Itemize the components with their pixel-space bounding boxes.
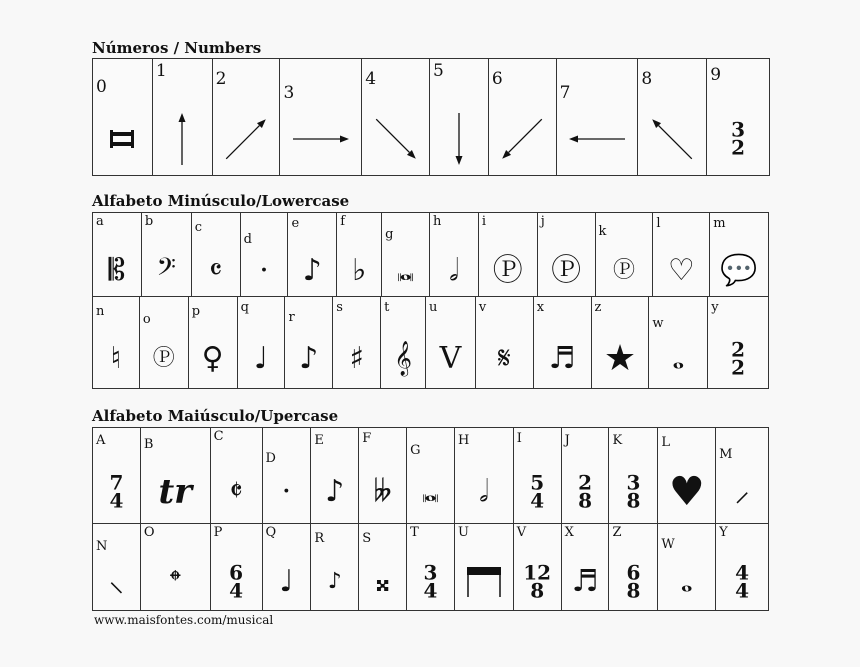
cell-key-label: g (385, 227, 394, 242)
glyph-cell (476, 297, 534, 388)
uppercase-heading: Alfabeto Maiúsculo/Upercase (92, 407, 339, 425)
time-signature-digit: 2 (731, 337, 746, 362)
circled-p-small-icon: Ⓟ (152, 346, 175, 371)
glyph-cell (381, 297, 426, 388)
breve-icon: 𝅜 (397, 253, 415, 288)
glyph-cell (514, 524, 562, 610)
cell-key-label: 5 (433, 61, 444, 81)
cell-key-label: 0 (96, 77, 107, 97)
cell-key-label: o (142, 312, 151, 327)
coda-icon: 𝄌 (170, 564, 181, 599)
alto-clef-icon: 𝄡 (108, 253, 126, 288)
cell-key-label: Y (719, 525, 728, 540)
glyph-cell (609, 428, 658, 524)
glyph-cell (562, 428, 610, 524)
eighth-note-stem-up-icon: ♪ (325, 474, 345, 509)
glyph-cell (538, 213, 596, 297)
time-signature-4-4-icon (735, 560, 750, 603)
time-signature-3-2-icon (731, 117, 746, 160)
segno-icon: 𝄋 (497, 341, 511, 376)
glyph-cell (211, 428, 263, 524)
glyph-cell (238, 297, 286, 388)
cell-key-label: a (96, 214, 104, 229)
time-signature-digit: 4 (530, 489, 545, 513)
heart-outline-icon: ♡ (667, 253, 695, 288)
lowercase-row-1 (92, 212, 769, 298)
cell-key-label: Z (612, 525, 622, 540)
cell-key-label: 1 (155, 61, 167, 81)
time-signature-digit: 4 (109, 489, 124, 513)
cell-key-label: d (243, 232, 252, 247)
time-signature-digit: 4 (735, 560, 750, 585)
cell-key-label: q (240, 300, 249, 315)
bass-clef-icon: 𝄢 (156, 253, 176, 288)
time-signature-digit: 6 (626, 560, 641, 585)
cell-key-label: n (96, 304, 105, 319)
cell-key-label: 3 (283, 83, 295, 103)
cell-key-label: y (711, 300, 719, 315)
glyph-cell (93, 59, 153, 175)
time-signature-digit: 5 (530, 470, 545, 495)
time-signature-3-4-icon (423, 560, 438, 603)
time-signature-3-8-icon (626, 470, 641, 513)
glyph-cell (141, 524, 211, 610)
time-signature-digit: 6 (229, 560, 244, 585)
arrow-down-icon (429, 109, 489, 169)
speech-bubble-icon: 💬 (720, 253, 758, 288)
natural-icon: ♮ (110, 341, 122, 376)
time-signature-digit: 12 (523, 560, 552, 585)
arrow-up-left-icon (642, 109, 702, 169)
glyph-cell (479, 213, 538, 297)
glyph-cell (716, 524, 768, 610)
cut-time-icon: 𝄵 (229, 474, 243, 509)
glyph-cell (93, 524, 141, 610)
time-signature-digit: 8 (626, 489, 641, 513)
time-signature-digit: 4 (423, 579, 438, 603)
cell-key-label: K (612, 433, 623, 448)
glyph-cell (430, 213, 479, 297)
eighth-note-icon: ♪ (302, 253, 322, 288)
time-signature-digit: 8 (626, 579, 641, 603)
glyph-cell (455, 428, 514, 524)
cell-key-label: s (336, 300, 343, 315)
cell-key-label: U (457, 525, 469, 540)
half-note-flag-icon: 𝅗𝅥 (479, 474, 489, 509)
glyph-cell (311, 428, 359, 524)
lowercase-row-2 (92, 296, 769, 389)
glyph-cell (426, 297, 476, 388)
cell-key-label: 8 (641, 69, 653, 89)
glyph-cell (192, 213, 241, 297)
cell-key-label: L (661, 435, 670, 450)
cell-key-label: W (661, 537, 675, 552)
glyph-cell (708, 297, 768, 388)
time-signature-6-8-icon (626, 560, 641, 603)
cell-key-label: 7 (559, 83, 571, 103)
sixteenth-note-icon: ♬ (548, 341, 576, 376)
cell-key-label: Q (265, 525, 277, 540)
cell-key-label: E (314, 433, 324, 448)
sharp-icon: ♯ (349, 341, 364, 376)
glyph-cell (93, 428, 141, 524)
cell-key-label: 4 (365, 69, 377, 89)
time-signature-digit: 3 (423, 560, 438, 585)
sixteenth-stem-icon: ♬ (571, 564, 599, 599)
flag-down-icon: ⸜ (108, 564, 124, 599)
glyph-cell (263, 428, 312, 524)
arrow-down-left-icon (492, 109, 552, 169)
glyph-cell (359, 524, 407, 610)
time-signature-12-8-icon (523, 560, 552, 603)
time-signature-digit: 2 (578, 470, 593, 495)
glyph-cell (653, 213, 710, 297)
cell-key-label: 9 (710, 65, 722, 85)
glyph-cell (430, 59, 489, 175)
dot-icon: · (281, 474, 292, 509)
glyph-cell (514, 428, 562, 524)
glyph-cell (455, 524, 514, 610)
flat-icon: ♭ (352, 253, 367, 288)
time-signature-digit: 2 (731, 136, 746, 160)
cell-key-label: t (384, 300, 390, 315)
glyph-cell (382, 213, 430, 297)
numbers-grid (92, 58, 770, 176)
grace-note-icon: ♪ (299, 341, 319, 376)
glyph-cell (592, 297, 650, 388)
cell-key-label: T (410, 525, 419, 540)
glyph-cell (638, 59, 707, 175)
half-note-icon: 𝅗𝅥 (449, 253, 459, 288)
glyph-cell (93, 213, 142, 297)
time-signature-7-4-icon (109, 470, 124, 513)
glyph-cell (142, 213, 192, 297)
time-signature-2-8-icon (578, 470, 593, 513)
arrow-down-right-icon (366, 109, 426, 169)
glyph-cell (140, 297, 189, 388)
cell-key-label: A (96, 433, 106, 448)
glyph-cell (710, 213, 768, 297)
female-sign-icon: ♀ (201, 341, 224, 376)
cell-key-label: 6 (491, 69, 503, 89)
cell-key-label: H (457, 433, 470, 448)
time-signature-digit: 3 (731, 117, 746, 142)
cell-key-label: X (564, 525, 574, 540)
cell-key-label: w (652, 316, 664, 331)
glyph-cell (141, 428, 211, 524)
cell-key-label: b (144, 214, 154, 229)
breve-icon: 𝅜 (422, 474, 439, 509)
time-signature-digit: 8 (578, 489, 593, 513)
glyph-cell (153, 59, 213, 175)
cell-key-label: r (288, 310, 295, 325)
glyph-cell (189, 297, 238, 388)
cell-key-label: e (291, 216, 300, 231)
common-time-icon: 𝄴 (208, 253, 223, 288)
double-bar-icon (107, 127, 137, 151)
cell-key-label: G (410, 443, 421, 458)
time-signature-digit: 3 (626, 470, 641, 495)
time-signature-digit: 4 (229, 579, 244, 603)
lowercase-heading: Alfabeto Minúsculo/Lowercase (92, 192, 350, 210)
glyph-cell (333, 297, 381, 388)
cell-key-label: c (194, 220, 202, 235)
cell-key-label: O (143, 525, 155, 540)
cell-key-label: l (656, 216, 661, 231)
glyph-cell (311, 524, 359, 610)
glyph-cell (649, 297, 708, 388)
glyph-cell (609, 524, 658, 610)
whole-note-icon: 𝅝 (680, 564, 693, 599)
glyph-cell (407, 428, 455, 524)
cell-key-label: i (481, 214, 487, 229)
whole-note-icon: 𝅝 (672, 341, 685, 376)
glyph-cell (213, 59, 281, 175)
glyph-cell (288, 213, 337, 297)
uppercase-row-2 (92, 523, 769, 611)
star-icon: ★ (603, 338, 637, 379)
v-mark-icon: V (439, 341, 462, 376)
source-url: www.maisfontes.com/musical (94, 613, 274, 627)
flag-icon: ⸝ (734, 474, 750, 509)
glyph-cell (93, 297, 140, 388)
double-flat-icon: 𝄫 (373, 474, 392, 509)
glyph-cell (489, 59, 557, 175)
circled-p-icon: Ⓟ (492, 253, 523, 288)
glyph-cell (557, 59, 639, 175)
arrow-left-icon (567, 109, 627, 169)
cell-key-label: k (598, 224, 607, 239)
glyph-cell (658, 524, 716, 610)
cell-key-label: m (713, 216, 726, 231)
double-sharp-icon: 𝄪 (375, 564, 390, 599)
cell-key-label: V (516, 525, 527, 540)
cell-key-label: N (96, 539, 108, 554)
glyph-cell (263, 524, 312, 610)
dot-icon: · (259, 253, 269, 288)
glyph-cell (337, 213, 382, 297)
trill-icon: tr (158, 472, 193, 512)
circled-p-small-icon: Ⓟ (612, 258, 635, 283)
cell-key-label: v (478, 300, 487, 315)
cell-key-label: u (429, 300, 438, 315)
glyph-cell (707, 59, 769, 175)
glyph-cell (562, 524, 610, 610)
glyph-cell (359, 428, 407, 524)
cell-key-label: x (536, 300, 545, 315)
numbers-heading: Números / Numbers (92, 39, 262, 57)
heart-filled-icon: ♥ (668, 469, 705, 515)
time-signature-6-4-icon (229, 560, 244, 603)
cell-key-label: C (213, 429, 224, 444)
arrow-up-right-icon (216, 109, 276, 169)
quarter-note-stem-icon: ♩ (279, 564, 294, 599)
cell-key-label: 2 (215, 69, 227, 89)
glyph-cell (211, 524, 263, 610)
time-signature-2-2-icon (731, 337, 746, 380)
glyph-cell (241, 213, 289, 297)
beam-icon (465, 565, 503, 599)
uppercase-row-1 (92, 427, 769, 525)
glyph-cell (534, 297, 592, 388)
cell-key-label: z (594, 300, 602, 315)
cell-key-label: D (265, 451, 276, 466)
arrow-up-icon (152, 109, 212, 169)
time-signature-digit: 8 (530, 579, 545, 603)
cell-key-label: J (564, 433, 570, 448)
treble-clef-icon: 𝄞 (394, 341, 412, 376)
time-signature-digit: 7 (109, 470, 124, 495)
glyph-cell (280, 59, 362, 175)
circled-p-icon: Ⓟ (551, 253, 582, 288)
quarter-note-icon: ♩ (253, 341, 269, 376)
time-signature-digit: 2 (731, 356, 746, 380)
cell-key-label: P (213, 525, 223, 540)
time-signature-digit: 4 (735, 579, 750, 603)
cell-key-label: j (540, 214, 545, 229)
small-grace-note-icon: ♪ (327, 569, 342, 594)
cell-key-label: I (516, 431, 522, 446)
cell-key-label: S (362, 531, 372, 546)
cell-key-label: F (362, 431, 372, 446)
cell-key-label: R (314, 531, 325, 546)
cell-key-label: M (719, 447, 733, 462)
cell-key-label: h (433, 214, 442, 229)
time-signature-5-4-icon (530, 470, 545, 513)
glyph-cell (596, 213, 654, 297)
glyph-cell (407, 524, 455, 610)
cell-key-label: p (191, 304, 201, 319)
cell-key-label: B (143, 437, 154, 452)
arrow-right-icon (291, 109, 351, 169)
glyph-cell (658, 428, 716, 524)
glyph-cell (362, 59, 430, 175)
glyph-cell (285, 297, 333, 388)
glyph-cell (716, 428, 768, 524)
cell-key-label: f (340, 214, 346, 229)
